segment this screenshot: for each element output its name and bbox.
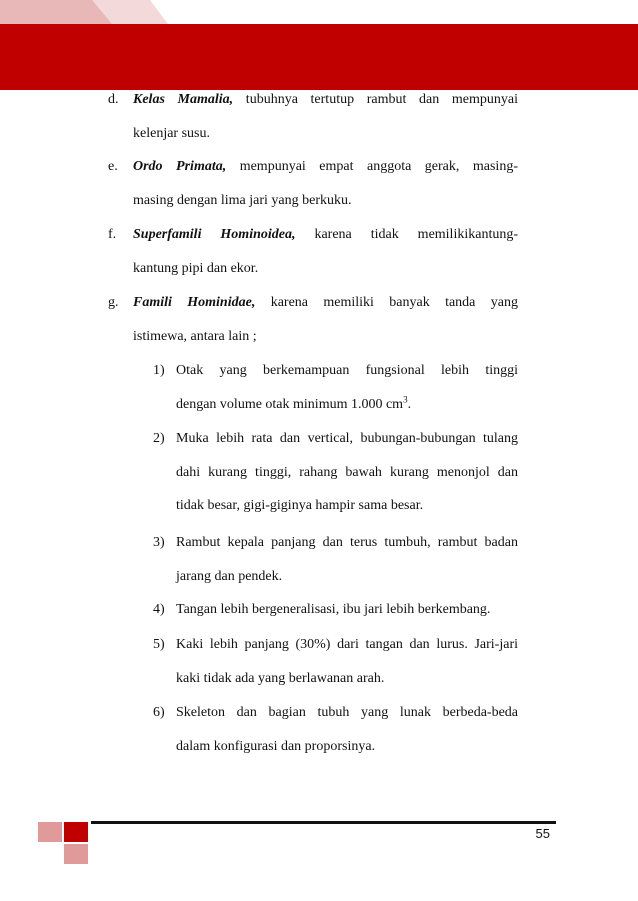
footer-square-red [64,822,88,842]
page-number: 55 [535,826,550,841]
subitem-5-line1: Kaki lebih panjang (30%) dari tangan dan lurus. Jari-jari [176,637,518,652]
item-g-term: Famili Hominidae, [133,295,256,310]
item-g-line2: istimewa, antara lain ; [133,329,257,344]
sublist-label-2: 2) [153,431,165,446]
footer-squares-decoration [38,822,90,864]
subitem-1-line2-after: . [407,397,412,412]
subitem-2-line2: dahi kurang tinggi, rahang bawah kurang menonjol dan [176,465,518,480]
item-e-line1-rest: mempunyai empat anggota gerak, masing- [226,159,518,174]
list-label-e: e. [108,159,118,174]
item-f-line1 [133,226,518,244]
list-label-f: f. [108,227,117,242]
item-d-line1 [133,91,518,109]
item-d-line2: kelenjar susu. [133,126,210,141]
item-g-line1 [133,294,518,312]
subitem-1-line2 [176,396,411,414]
item-e-line2: masing dengan lima jari yang berkuku. [133,193,352,208]
footer-square-pink-top [38,822,62,842]
list-label-d: d. [108,92,119,107]
subitem-1-line2-text: dengan volume otak minimum 1.000 cm [176,397,404,412]
subitem-6-line2: dalam konfigurasi dan proporsinya. [176,739,376,754]
subitem-2-line3: tidak besar, gigi-giginya hampir sama besar. [176,498,424,513]
subitem-1-superscript: 3 [403,394,408,405]
subitem-2-line1: Muka lebih rata dan vertical, bubungan-bubungan tulang [176,431,518,446]
sublist-label-5: 5) [153,637,165,652]
item-f-line1-rest: karena tidak memilikikantung- [295,227,518,242]
sublist-label-4: 4) [153,602,165,617]
item-d-line1-rest: tubuhnya tertutup rambut dan mempunyai [233,92,518,107]
sublist-label-3: 3) [153,535,165,550]
sublist-label-6: 6) [153,705,165,720]
item-g-line1-rest: karena memiliki banyak tanda yang [255,295,518,310]
item-f-term: Superfamili Hominoidea, [133,227,296,242]
subitem-6-line1: Skeleton dan bagian tubuh yang lunak berbeda-beda [176,705,518,720]
item-d-term: Kelas Mamalia, [133,92,234,107]
sublist-label-1: 1) [153,363,165,378]
footer-square-pink-bottom [64,844,88,864]
subitem-5-line2: kaki tidak ada yang berlawanan arah. [176,671,385,686]
subitem-3-line2: jarang dan pendek. [176,569,283,584]
subitem-4-line1: Tangan lebih bergeneralisasi, ibu jari lebih berkembang. [176,602,491,617]
list-label-g: g. [108,295,119,310]
item-f-line2: kantung pipi dan ekor. [133,261,259,276]
subitem-1-line1: Otak yang berkemampuan fungsional lebih tinggi [176,363,518,378]
item-e-line1 [133,158,518,176]
footer-rule [91,821,556,824]
item-e-term: Ordo Primata, [133,159,227,174]
subitem-3-line1: Rambut kepala panjang dan terus tumbuh, rambut badan [176,535,518,550]
